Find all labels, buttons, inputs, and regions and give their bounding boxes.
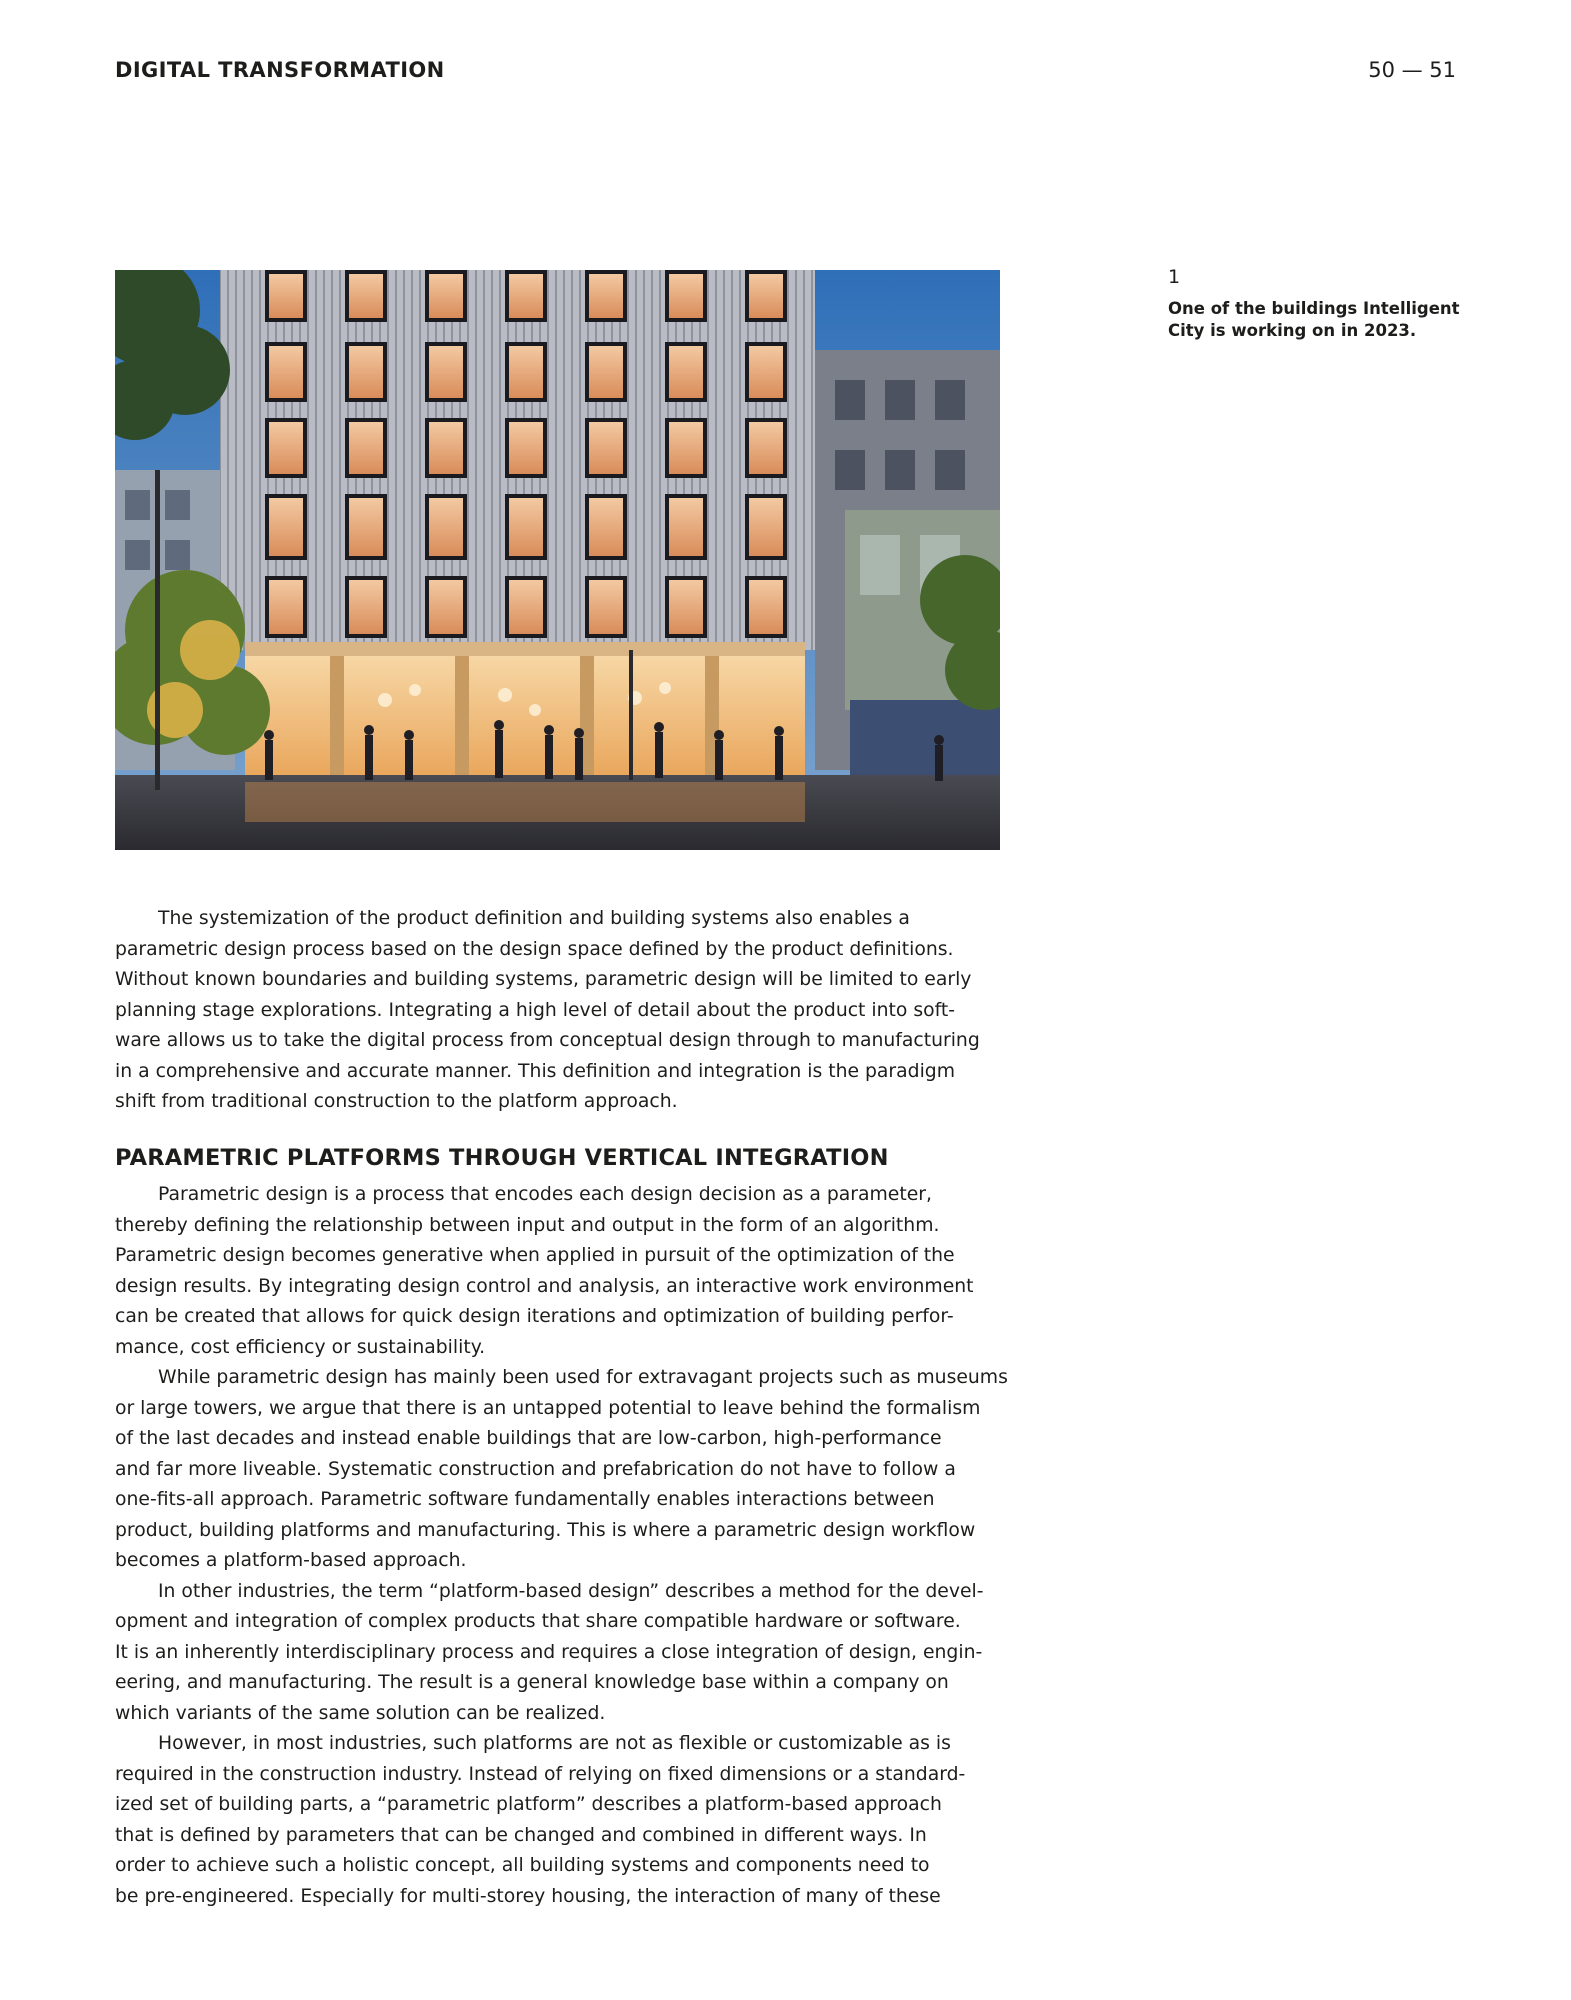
caption-line: City is working on in 2023. [1168,321,1417,340]
text-line: Without known boundaries and building systems, parametric design will be limited to early [115,969,972,990]
text-line: eering, and manufacturing. The result is a general knowledge base within a company on [115,1672,949,1693]
text-line: shift from traditional construction to the platform approach. [115,1091,678,1112]
text-line: and far more liveable. Systematic construction and prefabrication do not have to follow a [115,1458,956,1480]
running-title: DIGITAL TRANSFORMATION [115,58,445,82]
text-line: It is an inherently interdisciplinary process and requires a close integration of design, engin- [115,1641,983,1663]
text-line: becomes a platform-based approach. [115,1550,467,1571]
text-line: product, building platforms and manufacturing. This is where a parametric design workflow [115,1519,976,1541]
section-body [115,1180,1007,1912]
page-numbers: 50 — 51 [1368,58,1456,82]
text-line: of the last decades and instead enable buildings that are low-carbon, high-performance [115,1428,942,1449]
text-line: one-fits-all approach. Parametric software fundamentally enables interactions between [115,1489,935,1510]
text-line: which variants of the same solution can be realized. [115,1702,606,1724]
text-line: be pre-engineered. Especially for multi-storey housing, the interaction of many of these [115,1885,941,1907]
figure-caption [1168,266,1468,342]
text-line: in a comprehensive and accurate manner. This definition and integration is the paradigm [115,1060,956,1082]
text-line: ized set of building parts, a “parametric platform” describes a platform-based approach [115,1794,942,1815]
caption-text [1168,298,1468,342]
text-line: In other industries, the term “platform-based design” describes a method for the devel- [158,1580,984,1602]
text-line: that is defined by parameters that can be changed and combined in different ways. In [115,1824,927,1846]
text-line: can be created that allows for quick design iterations and optimization of building perfor- [115,1306,954,1327]
text-line: mance, cost efficiency or sustainability. [115,1336,486,1358]
text-line: required in the construction industry. Instead of relying on fixed dimensions or a standard- [115,1763,966,1785]
text-line: thereby defining the relationship between input and output in the form of an algorithm. [115,1214,940,1236]
text-line: design results. By integrating design control and analysis, an interactive work environment [115,1275,974,1297]
text-line: parametric design process based on the design space defined by the product definitions. [115,938,954,960]
section-heading: PARAMETRIC PLATFORMS THROUGH VERTICAL INTEGRATION [115,1145,889,1171]
figure-number: 1 [1168,266,1181,288]
intro-paragraph [115,904,1007,1118]
text-line: However, in most industries, such platforms are not as flexible or customizable as is [158,1733,951,1754]
caption-line: One of the buildings Intelligent [1168,299,1460,318]
text-line: The systemization of the product definition and building systems also enables a [158,908,910,929]
text-line: order to achieve such a holistic concept, all building systems and components need to [115,1855,930,1876]
text-line: planning stage explorations. Integrating a high level of detail about the product into soft- [115,999,956,1021]
building-photo [115,270,1000,850]
text-line: ware allows us to take the digital process from conceptual design through to manufacturing [115,1030,980,1051]
text-line: opment and integration of complex products that share compatible hardware or software. [115,1611,961,1632]
text-line: or large towers, we argue that there is an untapped potential to leave behind the formalism [115,1397,981,1419]
text-line: Parametric design becomes generative when applied in pursuit of the optimization of the [115,1245,955,1266]
text-line: Parametric design is a process that encodes each design decision as a parameter, [158,1184,932,1205]
text-line: While parametric design has mainly been used for extravagant projects such as museums [158,1367,1008,1388]
